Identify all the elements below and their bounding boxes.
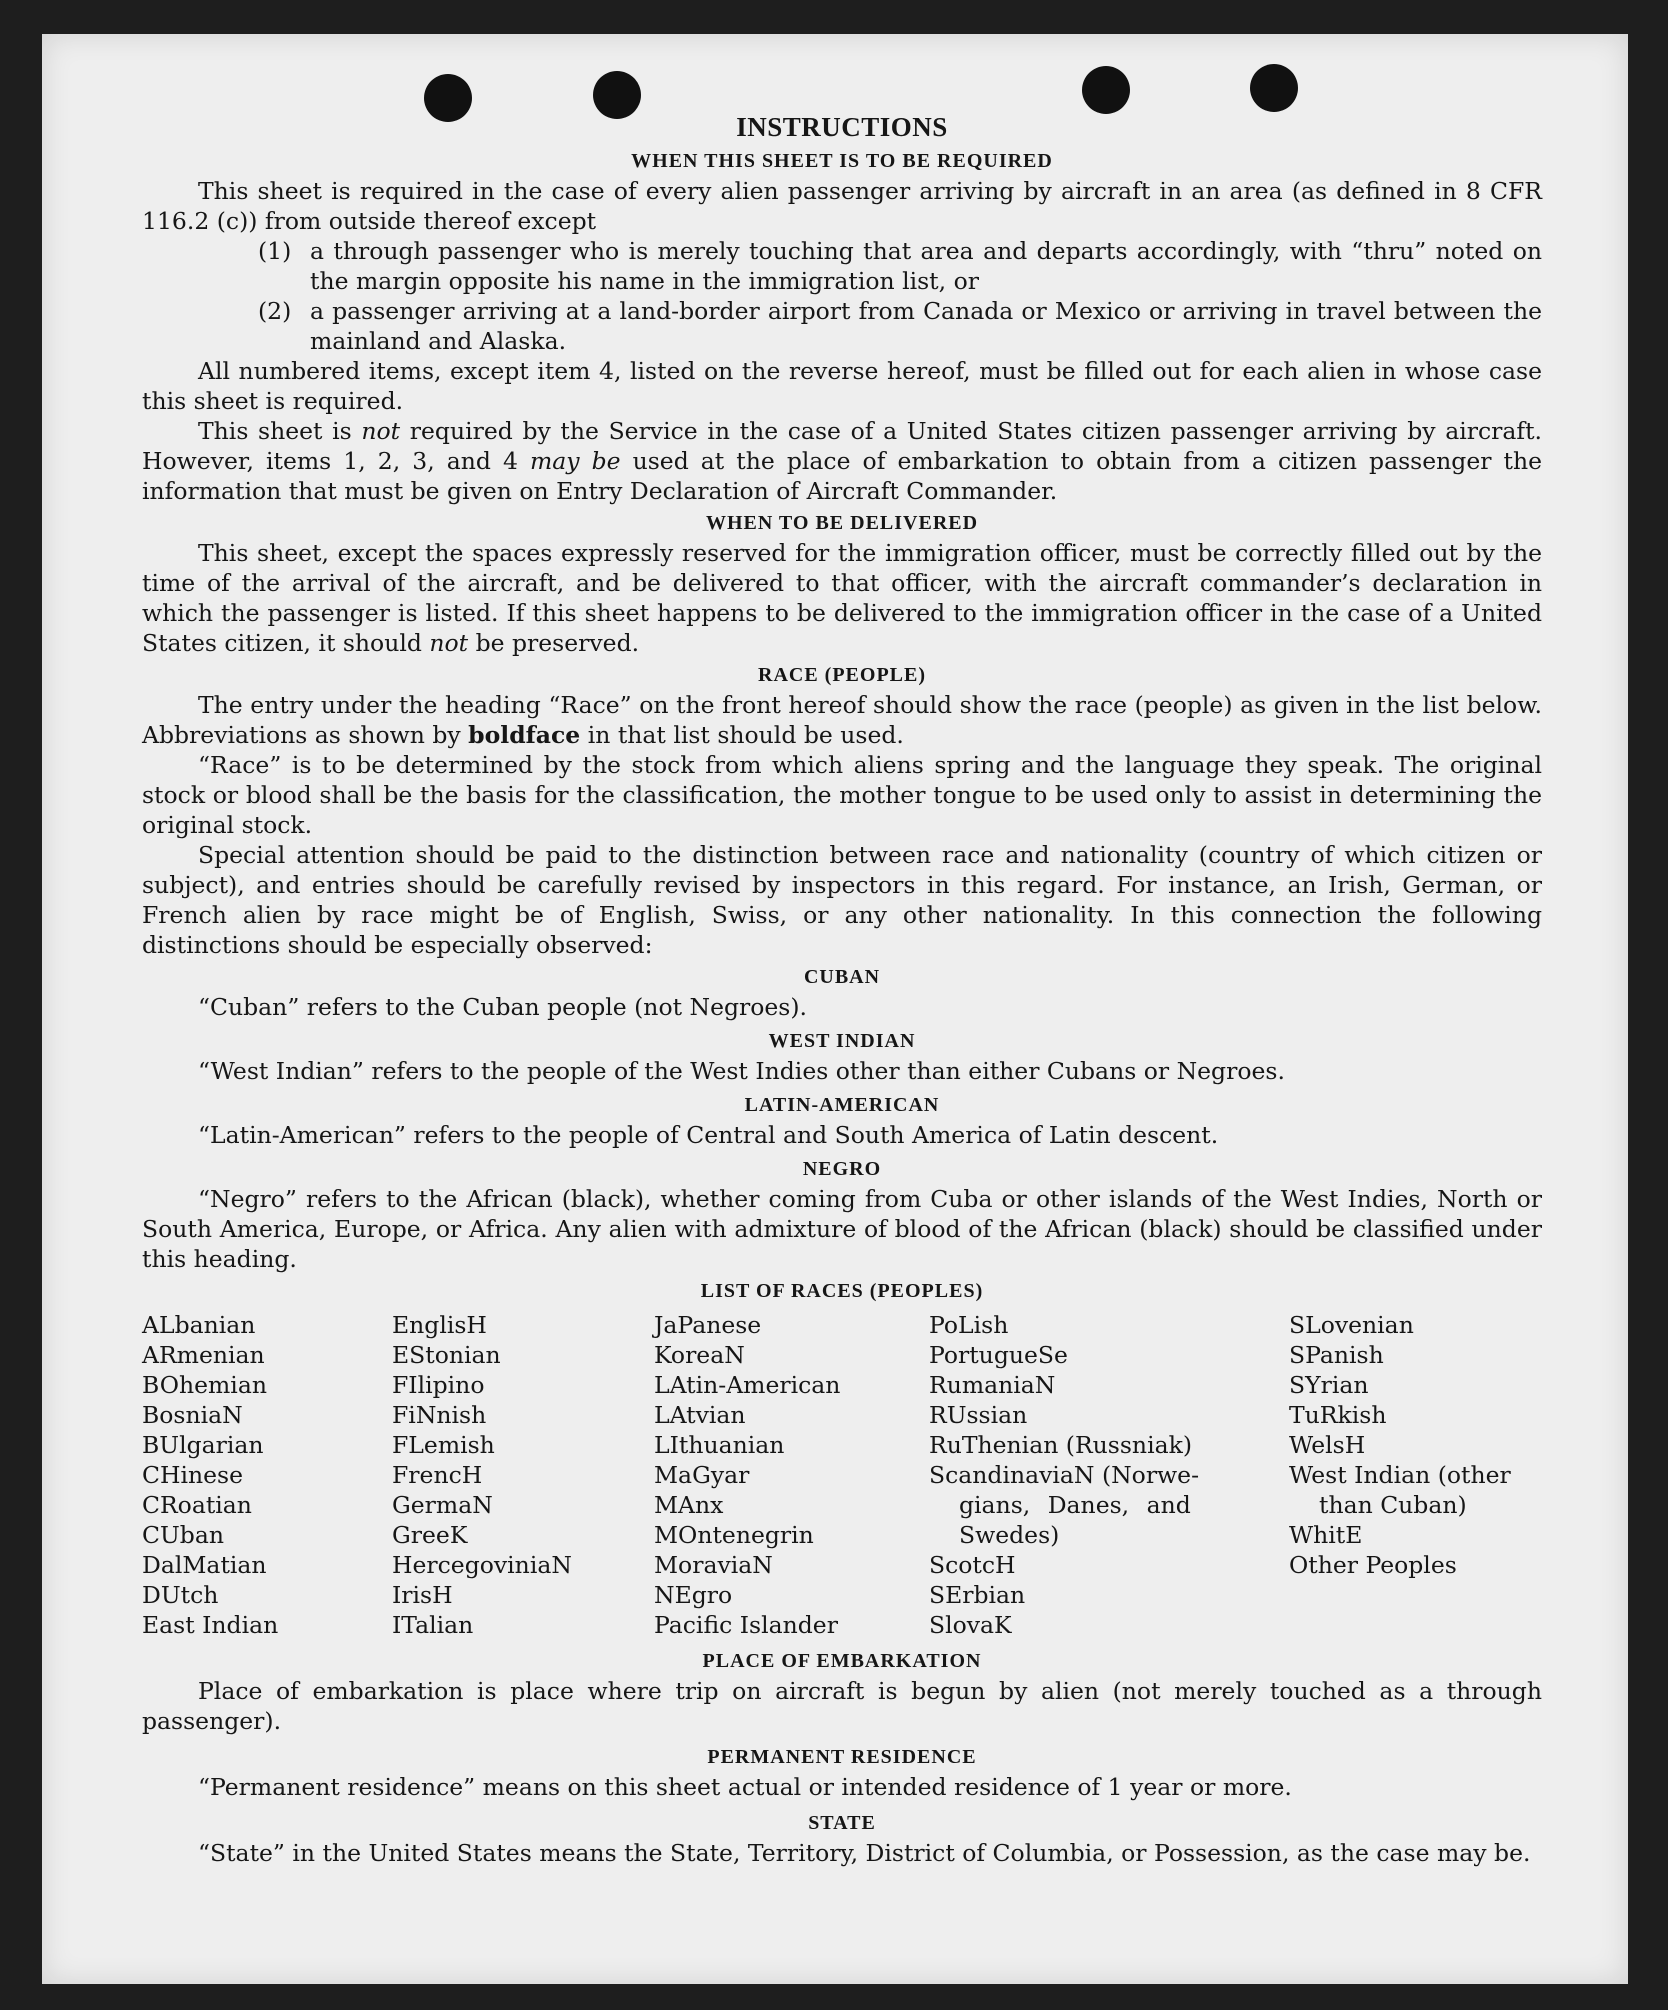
emphasis-text: not [361,417,401,445]
race-entry: LAtin-American [654,1371,841,1399]
state-text: “State” in the United States means the State, Territory, District of Columbia, or Possession, as the case may be. [198,1839,1531,1867]
race-entry: WelsH [1289,1431,1366,1459]
race-entry: NEgro [654,1581,733,1609]
race-entry: HercegoviniaN [392,1551,572,1579]
numbered-items-paragraph: All numbered items, except item 4, listed on the reverse hereof, must be filled out for each alien in whose case this sheet is required. [142,357,1542,415]
section-heading-cuban: CUBAN [803,966,881,988]
race-paragraph-3: Special attention should be paid to the distinction between race and nationality (country of which citizen or subject), and entries should be carefully revised by inspectors in this regard. For instance, an Irish, German, or French alien by race might be of English, Swiss, or any other nationality. In this connection the following distinctions should be especially observed: [142,841,1542,959]
race-entry: MAnx [654,1491,724,1519]
race-entry: WhitE [1289,1521,1363,1549]
required-intro: This sheet is required in the case of every alien passenger arriving by aircraft in an area (as defined in 8 CFR 116.2 (c)) from outside thereof except [142,177,1542,235]
race-entry: SLovenian [1289,1311,1414,1339]
races-list [142,1310,1542,1640]
races-column-5 [1289,1310,1542,1640]
race-entry: BosniaN [142,1401,243,1429]
race-entry: GreeK [392,1521,468,1549]
race-entry: PortugueSe [929,1341,1068,1369]
document-body [142,110,1542,1868]
race-entry: RuThenian (Russniak) [929,1431,1192,1459]
document-sheet [42,34,1628,1984]
race-entry: RumaniaN [929,1371,1056,1399]
section-heading-list-of-races: LIST OF RACES (PEOPLES) [700,1280,984,1302]
latin-american-text: “Latin-American” refers to the people of Central and South America of Latin descent. [198,1121,1219,1149]
race-entry: Other Peoples [1289,1551,1457,1579]
race-entry: CRoatian [142,1491,252,1519]
text-run: This sheet, except the spaces expressly reserved for the immigration officer, must be correctly filled out by the time of the arrival of the aircraft, and be delivered to that officer, with the aircraft commander’s declaration in which the passenger is listed. If this sheet happens to be delivered to the immigration officer in the case of a United States citizen, it should [142,539,1542,657]
text-run: This sheet is [198,417,362,445]
race-entry: TuRkish [1289,1401,1387,1429]
races-column-1 [142,1310,392,1640]
race-paragraph-2: “Race” is to be determined by the stock from which aliens spring and the language they speak. The original stock or blood shall be the basis for the classification, the mother tongue to be used only to assist in determining the original stock. [142,751,1542,839]
race-entry: East Indian [142,1611,279,1639]
section-heading-latin-american: LATIN-AMERICAN [744,1094,940,1116]
text-run: required by the Service in the case of a United States citizen passenger arriving by aircraft. However, items 1, 2, 3, and 4 [142,417,1542,475]
emphasis-text: may be [529,447,621,475]
item-text: a through passenger who is merely touching that area and departs accordingly, with “thru” noted on the margin opposite his name in the immigration list, or [310,237,1542,295]
exception-item-1 [258,236,1542,296]
races-column-2 [392,1310,654,1640]
race-entry: FIlipino [392,1371,485,1399]
race-entry: GermaN [392,1491,493,1519]
race-entry: SPanish [1289,1341,1384,1369]
race-entry: MaGyar [654,1461,750,1489]
race-entry: PoLish [929,1311,1009,1339]
race-entry: DalMatian [142,1551,267,1579]
race-entry: FiNnish [392,1401,487,1429]
text-run: The entry under the heading “Race” on the front hereof should show the race (people) as given in the list below. Abbreviations as shown by [142,691,1542,749]
section-heading-embarkation: PLACE OF EMBARKATION [702,1650,982,1672]
race-entry: MoraviaN [654,1551,773,1579]
races-column-3 [654,1310,929,1640]
race-entry: LIthuanian [654,1431,785,1459]
race-entry: BUlgarian [142,1431,264,1459]
race-entry: CUban [142,1521,224,1549]
item-text: a passenger arriving at a land-border airport from Canada or Mexico or arriving in travel between the mainland and Alaska. [310,297,1542,355]
race-entry: ITalian [392,1611,474,1639]
section-heading-residence: PERMANENT RESIDENCE [707,1746,977,1768]
race-entry: SYrian [1289,1371,1369,1399]
race-paragraph-1 [142,690,1542,750]
race-entry: SlovaK [929,1611,1012,1639]
race-entry: KoreaN [654,1341,745,1369]
race-entry: Pacific Islander [654,1611,838,1639]
race-entry: CHinese [142,1461,243,1489]
delivered-paragraph [142,538,1542,658]
punch-hole [1082,66,1130,114]
section-heading-state: STATE [808,1812,876,1834]
race-entry: SErbian [929,1581,1026,1609]
west-indian-text: “West Indian” refers to the people of the West Indies other than either Cubans or Negroes. [198,1057,1285,1085]
text-run: used at the place of embarkation to obtain from a citizen passenger the information that must be given on Entry Declaration of Aircraft Commander. [142,447,1542,505]
emphasis-text: not [429,629,469,657]
text-run: be preserved. [468,629,640,657]
exception-item-2 [258,296,1542,356]
punch-hole [1250,64,1298,112]
race-entry: ScotcH [929,1551,1016,1579]
race-entry: ScandinaviaN (Norwe- [929,1461,1200,1489]
race-entry: EnglisH [392,1311,487,1339]
race-entry: JaPanese [654,1311,762,1339]
race-entry-continuation: Swedes) [959,1521,1060,1549]
races-column-4 [929,1310,1289,1640]
race-entry: DUtch [142,1581,219,1609]
text-run: in that list should be used. [580,721,904,749]
section-heading-delivered: WHEN TO BE DELIVERED [705,512,979,534]
race-entry: IrisH [392,1581,453,1609]
bold-text: boldface [468,721,581,749]
race-entry: ALbanian [142,1311,256,1339]
race-entry: EStonian [392,1341,501,1369]
race-entry: RUssian [929,1401,1028,1429]
section-heading-west-indian: WEST INDIAN [768,1030,916,1052]
page-title: INSTRUCTIONS [736,112,948,142]
negro-text: “Negro” refers to the African (black), whether coming from Cuba or other islands of the West Indies, North or South America, Europe, or Africa. Any alien with admixture of blood of the African (black) should be classified under this heading. [142,1185,1542,1273]
race-entry: FLemish [392,1431,495,1459]
cuban-text: “Cuban” refers to the Cuban people (not Negroes). [198,993,808,1021]
race-entry: LAtvian [654,1401,746,1429]
race-entry-continuation: than Cuban) [1319,1491,1467,1519]
race-entry: West Indian (other [1289,1461,1511,1489]
race-entry: BOhemian [142,1371,267,1399]
section-heading-negro: NEGRO [802,1158,882,1180]
item-number: (1) [258,237,292,265]
race-entry-continuation: gians, Danes, and [959,1491,1191,1519]
race-entry: ARmenian [142,1341,265,1369]
race-entry: MOntenegrin [654,1521,814,1549]
item-number: (2) [258,297,292,325]
residence-text: “Permanent residence” means on this sheet actual or intended residence of 1 year or more. [198,1773,1292,1801]
citizen-paragraph [142,416,1542,506]
embarkation-text: Place of embarkation is place where trip on aircraft is begun by alien (not merely touched as a through passenger). [142,1677,1542,1735]
section-heading-required: WHEN THIS SHEET IS TO BE REQUIRED [631,150,1053,172]
race-entry: FrencH [392,1461,483,1489]
section-heading-race: RACE (PEOPLE) [758,664,926,686]
